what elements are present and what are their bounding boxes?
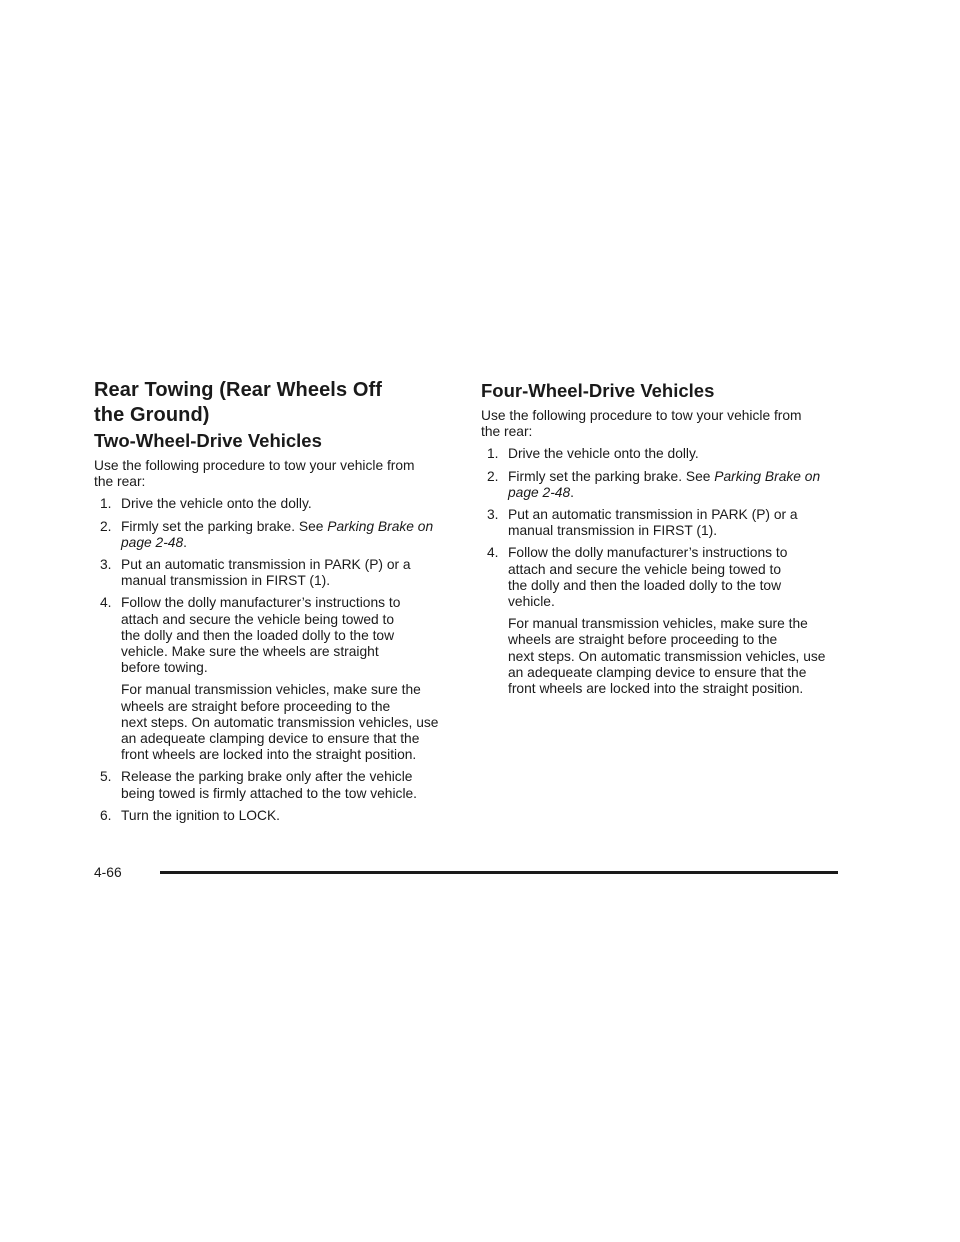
subsection-title-four-wheel: Four-Wheel-Drive Vehicles bbox=[481, 380, 715, 401]
list-item bbox=[481, 446, 843, 462]
step-number: 3. bbox=[100, 557, 112, 573]
list-item bbox=[94, 496, 456, 512]
list-item bbox=[481, 469, 843, 501]
note-text: For manual transmission vehicles, make sure the bbox=[508, 616, 808, 632]
step-number: 4. bbox=[487, 545, 499, 561]
step-text: Release the parking brake only after the vehicle bbox=[121, 769, 413, 785]
section-title-line-1: Rear Towing (Rear Wheels Off bbox=[94, 379, 383, 401]
list-item bbox=[481, 545, 843, 697]
step-text: Drive the vehicle onto the dolly. bbox=[121, 496, 312, 512]
note-text: next steps. On automatic transmission vehicles, use bbox=[508, 648, 826, 664]
note-text: For manual transmission vehicles, make sure the bbox=[121, 682, 421, 698]
step-text: Firmly set the parking brake. See bbox=[508, 468, 715, 484]
step-text: attach and secure the vehicle being towed to bbox=[508, 561, 782, 577]
step-number: 6. bbox=[100, 807, 112, 823]
step-text: before towing. bbox=[121, 660, 208, 676]
intro-line-1: Use the following procedure to tow your vehicle from bbox=[481, 408, 802, 423]
step-text: Turn the ignition to LOCK. bbox=[121, 807, 281, 823]
list-item bbox=[94, 595, 456, 763]
step-text: Put an automatic transmission in PARK (P) or a bbox=[508, 507, 798, 523]
intro-paragraph bbox=[481, 408, 843, 440]
step-number: 1. bbox=[100, 496, 112, 512]
step-number: 5. bbox=[100, 769, 112, 785]
step-text: Firmly set the parking brake. See bbox=[121, 518, 328, 534]
step-text: Follow the dolly manufacturer’s instructions to bbox=[121, 595, 401, 611]
right-column bbox=[481, 380, 843, 703]
cross-reference-link[interactable]: Parking Brake on bbox=[714, 468, 821, 484]
note-text: next steps. On automatic transmission vehicles, use bbox=[121, 714, 439, 730]
steps-list bbox=[481, 446, 843, 697]
cross-reference-link[interactable]: Parking Brake on bbox=[327, 518, 434, 534]
step-text: the dolly and then the loaded dolly to the tow bbox=[121, 627, 395, 643]
step-note bbox=[121, 682, 456, 763]
step-text: . bbox=[183, 534, 187, 550]
cross-reference-link[interactable]: page 2-48 bbox=[508, 484, 571, 500]
intro-paragraph bbox=[94, 458, 456, 490]
note-text: wheels are straight before proceeding to the bbox=[508, 632, 778, 648]
page-number: 4-66 bbox=[94, 865, 122, 880]
step-note bbox=[508, 616, 843, 697]
note-text: an adequeate clamping device to ensure that the bbox=[508, 664, 807, 680]
step-number: 2. bbox=[487, 468, 499, 484]
step-text: vehicle. bbox=[508, 594, 555, 610]
step-text: vehicle. Make sure the wheels are straight bbox=[121, 644, 379, 660]
list-item bbox=[481, 507, 843, 539]
list-item bbox=[94, 519, 456, 551]
step-text: attach and secure the vehicle being towed to bbox=[121, 611, 395, 627]
section-title bbox=[94, 378, 456, 428]
step-text: manual transmission in FIRST (1). bbox=[508, 523, 718, 539]
cross-reference-link[interactable]: page 2-48 bbox=[121, 534, 184, 550]
list-item bbox=[94, 769, 456, 801]
intro-line-2: the rear: bbox=[94, 474, 146, 490]
step-text: manual transmission in FIRST (1). bbox=[121, 573, 331, 589]
step-text: Put an automatic transmission in PARK (P) or a bbox=[121, 557, 411, 573]
footer-rule bbox=[160, 871, 838, 874]
list-item bbox=[94, 557, 456, 589]
note-text: front wheels are locked into the straight position. bbox=[121, 747, 417, 763]
subsection-title-two-wheel: Two-Wheel-Drive Vehicles bbox=[94, 430, 322, 451]
section-title-line-2: the Ground) bbox=[94, 404, 210, 426]
step-number: 3. bbox=[487, 507, 499, 523]
step-number: 1. bbox=[487, 446, 499, 462]
step-text: Follow the dolly manufacturer’s instructions to bbox=[508, 545, 788, 561]
step-text: being towed is firmly attached to the tow vehicle. bbox=[121, 785, 418, 801]
steps-list bbox=[94, 496, 456, 824]
note-text: wheels are straight before proceeding to the bbox=[121, 698, 391, 714]
step-text: Drive the vehicle onto the dolly. bbox=[508, 446, 699, 462]
intro-line-2: the rear: bbox=[481, 424, 533, 440]
step-number: 2. bbox=[100, 518, 112, 534]
step-text: . bbox=[570, 484, 574, 500]
note-text: an adequeate clamping device to ensure that the bbox=[121, 731, 420, 747]
list-item bbox=[94, 808, 456, 824]
step-number: 4. bbox=[100, 595, 112, 611]
step-text: the dolly and then the loaded dolly to the tow bbox=[508, 577, 782, 593]
note-text: front wheels are locked into the straight position. bbox=[508, 681, 804, 697]
left-column bbox=[94, 378, 456, 830]
intro-line-1: Use the following procedure to tow your vehicle from bbox=[94, 458, 415, 473]
